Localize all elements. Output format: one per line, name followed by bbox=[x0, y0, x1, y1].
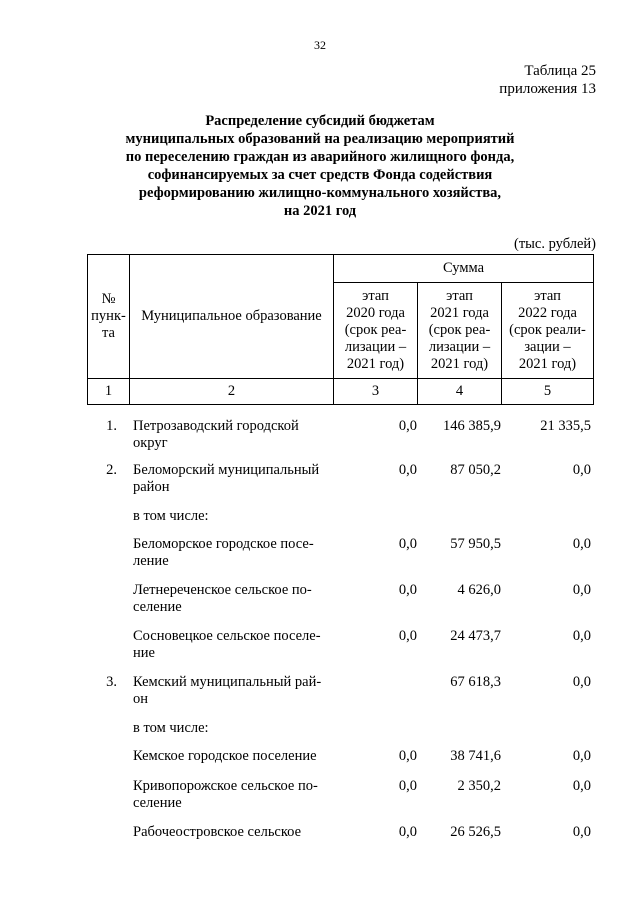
municipality-name: Летнереченское сельское по- селение bbox=[133, 582, 312, 615]
header-stage-line: 2021 год) bbox=[518, 356, 577, 372]
header-stage-line: (срок реали- bbox=[509, 322, 586, 338]
value-2022: 0,0 bbox=[572, 824, 591, 840]
header-stage-2022 bbox=[502, 283, 594, 379]
value-2021: 4 626,0 bbox=[457, 582, 501, 598]
value-2021: 38 741,6 bbox=[450, 748, 501, 764]
value-2021: 87 050,2 bbox=[450, 462, 501, 478]
header-stage-2021 bbox=[418, 283, 502, 379]
header-stage-line: лизации – bbox=[344, 339, 407, 355]
header-num-line: та bbox=[102, 325, 115, 341]
value-2021: 2 350,2 bbox=[457, 778, 501, 794]
column-number: 3 bbox=[334, 379, 418, 405]
table-ref-line: Таблица 25 bbox=[524, 63, 596, 79]
table-row bbox=[87, 674, 597, 720]
title-line: софинансируемых за счет средств Фонда содействия bbox=[147, 167, 493, 183]
value-2022: 0,0 bbox=[572, 582, 591, 598]
title-line: реформированию жилищно-коммунального хозяйства, bbox=[138, 185, 502, 201]
header-stage-line: 2021 год) bbox=[430, 356, 489, 372]
table-row bbox=[87, 418, 597, 462]
value-2020: 0,0 bbox=[398, 748, 417, 764]
header-stage-line: (срок реа- bbox=[428, 322, 491, 338]
subgroup-label: в том числе: bbox=[133, 720, 209, 736]
header-stage-line: лизации – bbox=[428, 339, 491, 355]
municipality-name: Кривопорожское сельское по- селение bbox=[133, 778, 318, 811]
municipality-name: Кемское городское поселение bbox=[133, 748, 317, 764]
value-2022: 0,0 bbox=[572, 462, 591, 478]
row-number: 3. bbox=[106, 674, 117, 690]
header-municipality: Муниципальное образование bbox=[130, 255, 334, 379]
value-2020: 0,0 bbox=[398, 628, 417, 644]
municipality-name: Кемский муниципальный рай- он bbox=[133, 674, 322, 707]
title-line: Распределение субсидий бюджетам bbox=[205, 113, 435, 129]
table-row bbox=[87, 720, 597, 748]
table-body bbox=[87, 418, 597, 848]
municipality-name: Рабочеостровское сельское bbox=[133, 824, 302, 840]
table-reference bbox=[499, 62, 596, 98]
row-number: 2. bbox=[106, 462, 117, 478]
municipality-name: Сосновецкое сельское поселе- ние bbox=[133, 628, 321, 661]
header-stage-line: этап bbox=[362, 288, 389, 304]
table-row bbox=[87, 582, 597, 628]
table-row bbox=[87, 508, 597, 536]
header-stage-line: 2021 года bbox=[430, 305, 489, 321]
value-2020: 0,0 bbox=[398, 536, 417, 552]
column-number: 4 bbox=[418, 379, 502, 405]
header-sum: Сумма bbox=[334, 255, 594, 283]
table-row bbox=[87, 536, 597, 582]
header-stage-line: этап bbox=[534, 288, 561, 304]
value-2021: 67 618,3 bbox=[450, 674, 501, 690]
value-2022: 0,0 bbox=[572, 628, 591, 644]
value-2020: 0,0 bbox=[398, 462, 417, 478]
header-stage-line: (срок реа- bbox=[344, 322, 407, 338]
table-ref-line: приложения 13 bbox=[499, 81, 596, 97]
value-2022: 0,0 bbox=[572, 778, 591, 794]
column-number: 5 bbox=[502, 379, 594, 405]
value-2020: 0,0 bbox=[398, 418, 417, 434]
header-num-line: № bbox=[101, 291, 116, 307]
table-row bbox=[87, 824, 597, 848]
table-row bbox=[87, 748, 597, 778]
header-num bbox=[88, 255, 130, 379]
title-line: по переселению граждан из аварийного жилищного фонда, bbox=[125, 149, 515, 165]
title-line: муниципальных образований на реализацию мероприятий bbox=[125, 131, 515, 147]
value-2022: 21 335,5 bbox=[540, 418, 591, 434]
value-2020: 0,0 bbox=[398, 824, 417, 840]
value-2021: 57 950,5 bbox=[450, 536, 501, 552]
table-row bbox=[87, 628, 597, 674]
value-2021: 146 385,9 bbox=[443, 418, 501, 434]
table-header bbox=[87, 254, 594, 405]
header-stage-line: 2021 год) bbox=[346, 356, 405, 372]
value-2021: 24 473,7 bbox=[450, 628, 501, 644]
value-2020: 0,0 bbox=[398, 582, 417, 598]
row-number: 1. bbox=[106, 418, 117, 434]
value-2022: 0,0 bbox=[572, 748, 591, 764]
header-stage-line: зации – bbox=[524, 339, 571, 355]
column-number: 1 bbox=[88, 379, 130, 405]
header-stage-line: этап bbox=[446, 288, 473, 304]
header-stage-line: 2022 года bbox=[518, 305, 577, 321]
document-title bbox=[80, 112, 560, 220]
header-stage-2020 bbox=[334, 283, 418, 379]
header-stage-line: 2020 года bbox=[346, 305, 405, 321]
municipality-name: Беломорский муниципальный район bbox=[133, 462, 320, 495]
value-2022: 0,0 bbox=[572, 674, 591, 690]
page-number: 32 bbox=[314, 38, 326, 52]
title-line: на 2021 год bbox=[283, 203, 357, 219]
municipality-name: Беломорское городское посе- ление bbox=[133, 536, 314, 569]
value-2020: 0,0 bbox=[398, 778, 417, 794]
value-2022: 0,0 bbox=[572, 536, 591, 552]
subgroup-label: в том числе: bbox=[133, 508, 209, 524]
header-num-line: пунк- bbox=[91, 308, 126, 324]
table-row bbox=[87, 778, 597, 824]
units-note: (тыс. рублей) bbox=[514, 236, 596, 252]
value-2021: 26 526,5 bbox=[450, 824, 501, 840]
column-number: 2 bbox=[130, 379, 334, 405]
table-row bbox=[87, 462, 597, 508]
municipality-name: Петрозаводский городской округ bbox=[133, 418, 299, 451]
